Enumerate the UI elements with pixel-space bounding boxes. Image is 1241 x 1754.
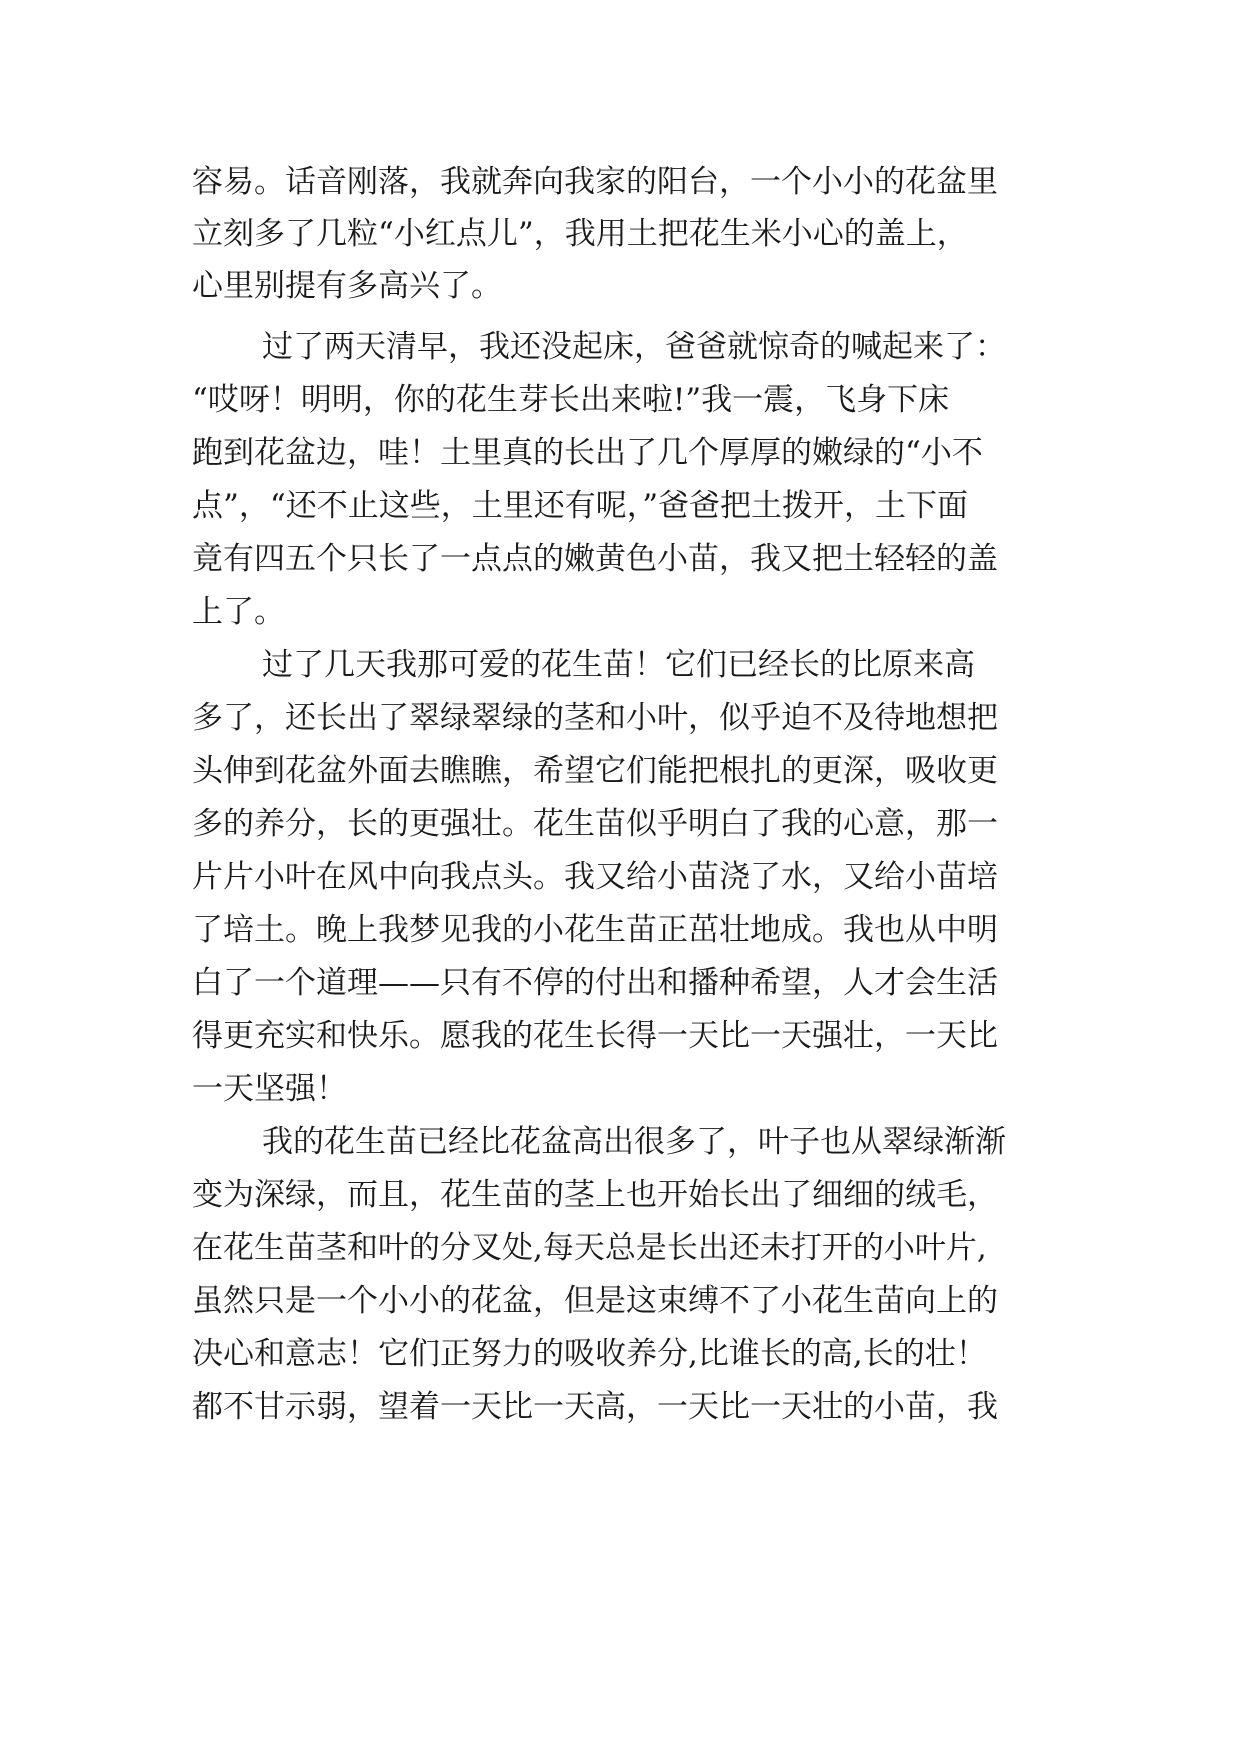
text-line: 容易。话音刚落，我就奔向我家的阳台，一个小小的花盆里	[192, 164, 998, 200]
text-line: 虽然只是一个小小的花盆，但是这束缚不了小花生苗向上的	[192, 1283, 998, 1319]
text-line: 上了。	[192, 594, 285, 630]
text-line: 了培土。晚上我梦见我的小花生苗正茁壮地成。我也从中明	[192, 912, 998, 948]
text-line: 多的养分，长的更强壮。花生苗似乎明白了我的心意，那一	[192, 806, 998, 842]
text-line: 得更充实和快乐。愿我的花生长得一天比一天强壮，一天比	[192, 1018, 998, 1054]
text-line: 变为深绿，而且，花生苗的茎上也开始长出了细细的绒毛，	[192, 1177, 998, 1213]
text-line: 都不甘示弱，望着一天比一天高，一天比一天壮的小苗，我	[192, 1389, 998, 1425]
text-line: 多了，还长出了翠绿翠绿的茎和小叶，似乎迫不及待地想把	[192, 700, 998, 736]
paragraph-first-line: 过了两天清早，我还没起床，爸爸就惊奇的喊起来了：	[262, 329, 1006, 365]
text-line: 立刻多了几粒“小红点儿”，我用土把花生米小心的盖上，	[192, 216, 968, 252]
text-line: 跑到花盆边，哇！土里真的长出了几个厚厚的嫩绿的“小不	[192, 435, 983, 471]
text-line: 点”，“还不止这些，土里还有呢，”爸爸把土拨开，土下面	[192, 488, 969, 524]
text-line: 竟有四五个只长了一点点的嫩黄色小苗，我又把土轻轻的盖	[192, 541, 998, 577]
paragraph-first-line: 我的花生苗已经比花盆高出很多了，叶子也从翠绿渐渐	[262, 1124, 1006, 1160]
text-line: 在花生苗茎和叶的分叉处,每天总是长出还未打开的小叶片,	[192, 1230, 987, 1266]
paragraph-first-line: 过了几天我那可爱的花生苗！它们已经长的比原来高	[262, 647, 975, 683]
text-line: 片片小叶在风中向我点头。我又给小苗浇了水，又给小苗培	[192, 859, 998, 895]
text-line: 心里别提有多高兴了。	[192, 268, 502, 304]
text-line: 一天坚强！	[192, 1071, 347, 1107]
text-line: 头伸到花盆外面去瞧瞧，希望它们能把根扎的更深，吸收更	[192, 753, 998, 789]
text-line: “哎呀！明明，你的花生芽长出来啦!”我一震，飞身下床	[192, 382, 950, 418]
text-line: 决心和意志！它们正努力的吸收养分,比谁长的高,长的壮！	[192, 1336, 987, 1372]
text-line: 白了一个道理——只有不停的付出和播种希望，人才会生活	[192, 965, 998, 1001]
